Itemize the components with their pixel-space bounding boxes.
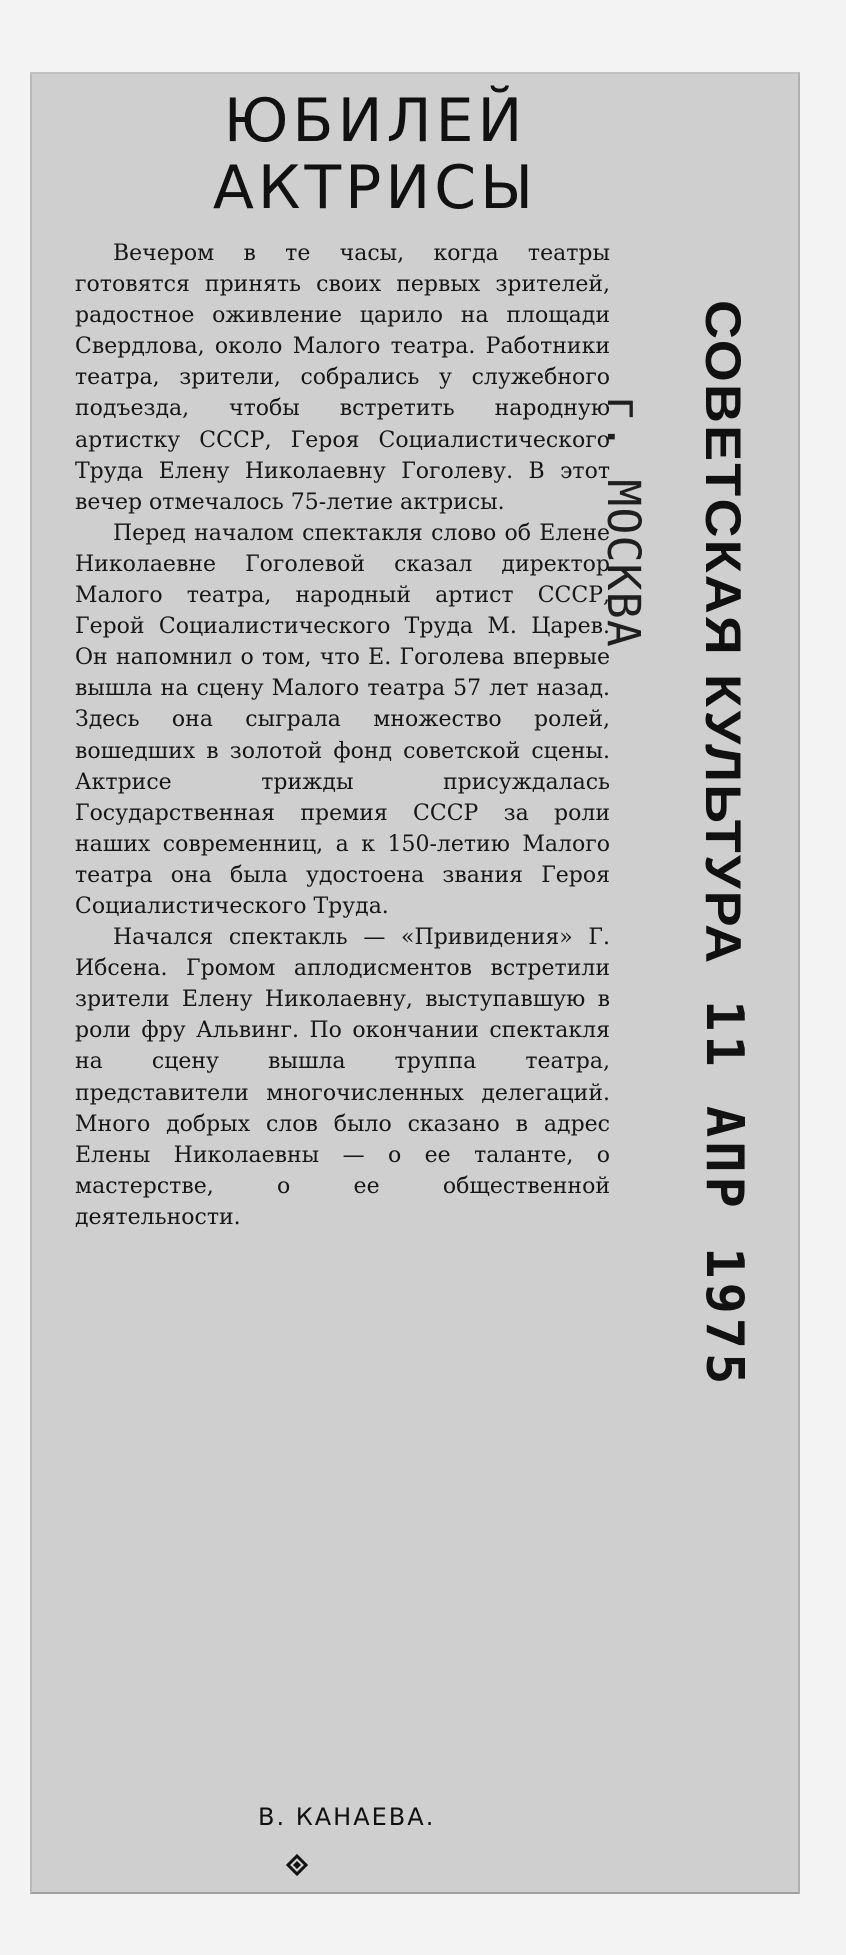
stamp-date: 11 АПР 1975 xyxy=(694,1000,754,1389)
article-paragraph-2: Перед началом спектакля слово об Елене Николаевне Гоголевой сказал директор Малого театра, народный артист СССР, Герой Социалистического Труда М. Царев. Он напомнил о том, что Е. Гоголева впервые вышла на сцену Малого театра 57 лет назад. Здесь она сыграла множество ролей, вошедших в золотой фонд советской сцены. Актрисе трижды присуждалась Государственная премия СССР за роли наших современниц, а к 150-летию Малого театра она была удостоена звания Героя Социалистического Труда. xyxy=(75,520,610,919)
article-paragraph-3: Начался спектакль — «Привидения» Г. Ибсена. Громом аплодисментов встретили зрители Елену Николаевну, выступавшую в роли фру Альвинг. По окончании спектакля на сцену вышла труппа театра, представители многочисленных делегаций. Много добрых слов было сказано в адрес Елены Николаевны — о ее таланте, о мастерстве, о ее общественной деятельности. xyxy=(75,925,610,1230)
article-paragraph-1: Вечером в те часы, когда театры готовятся принять своих первых зрителей, радостное оживление царило на площади Свердлова, около Малого театра. Работники театра, зрители, собрались у служебного подъезда, чтобы встретить народную артистку СССР, Героя Социалистического Труда Елену Николаевну Гоголеву. В этот вечер отмечалось 75-летие актрисы. xyxy=(75,241,610,515)
author-signature: В. КАНАЕВА. xyxy=(258,1803,436,1831)
diamond-ornament-icon xyxy=(286,1854,308,1876)
article-body xyxy=(75,238,610,1233)
stamp-newspaper-name: СОВЕТСКАЯ КУЛЬТУРА xyxy=(695,300,751,966)
stamp-city: г. МОСКВА xyxy=(597,395,650,648)
article-title xyxy=(160,88,590,222)
article-title-line-1: ЮБИЛЕЙ xyxy=(223,86,527,156)
article-title-line-2: АКТРИСЫ xyxy=(212,153,538,223)
